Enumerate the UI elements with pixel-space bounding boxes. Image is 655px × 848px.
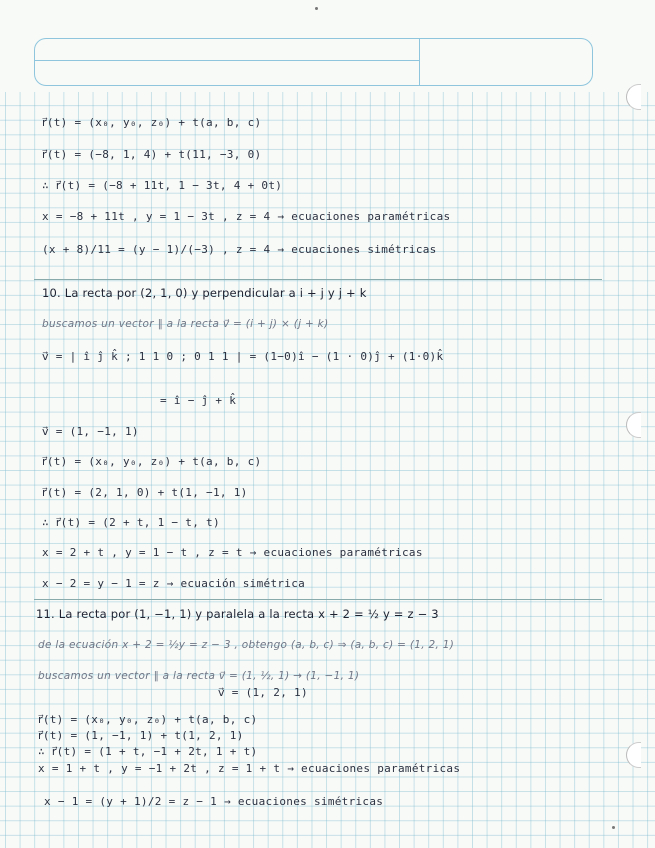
section-divider <box>34 279 602 280</box>
binder-hole-top <box>626 84 641 110</box>
handwritten-line: ∴ r⃗(t) = (1 + t, −1 + 2t, 1 + t) <box>38 745 258 758</box>
handwritten-line: v⃗ = (1, 2, 1) <box>218 686 308 699</box>
header-box <box>34 38 593 86</box>
handwritten-line: ∴ r⃗(t) = (2 + t, 1 − t, t) <box>42 516 220 529</box>
binder-hole-middle <box>626 412 641 438</box>
handwritten-line: x = 2 + t , y = 1 − t , z = t → ecuaciones paramétricas <box>42 546 423 559</box>
cross-product-determinant: v⃗ = | î ĵ k̂ ; 1 1 0 ; 0 1 1 | = (1−0)î − (1 · 0)ĵ + (1·0)k̂ <box>42 350 444 363</box>
handwritten-line: x = −8 + 11t , y = 1 − 3t , z = 4 → ecuaciones paramétricas <box>42 210 451 223</box>
handwritten-line: (x + 8)/11 = (y − 1)/(−3) , z = 4 → ecuaciones simétricas <box>42 243 437 256</box>
paper-speck <box>612 826 615 829</box>
header-divider <box>35 60 419 61</box>
handwritten-line: r⃗(t) = (x₀, y₀, z₀) + t(a, b, c) <box>42 116 262 129</box>
header-split <box>419 39 420 85</box>
handwritten-line: r⃗(t) = (x₀, y₀, z₀) + t(a, b, c) <box>38 713 258 726</box>
binder-hole-bottom <box>626 742 641 768</box>
problem-11-heading: 11. La recta por (1, −1, 1) y paralela a la recta x + 2 = ½ y = z − 3 <box>36 607 439 621</box>
section-divider <box>34 599 602 600</box>
handwritten-line: ∴ r⃗(t) = (−8 + 11t, 1 − 3t, 4 + 0t) <box>42 179 283 192</box>
handwritten-line: de la ecuación x + 2 = ½y = z − 3 , obtengo (a, b, c) ⇒ (a, b, c) = (1, 2, 1) <box>38 639 455 651</box>
handwritten-line: x = 1 + t , y = −1 + 2t , z = 1 + t → ecuaciones paramétricas <box>38 762 461 775</box>
handwritten-line: r⃗(t) = (1, −1, 1) + t(1, 2, 1) <box>38 729 244 742</box>
handwritten-line: x − 2 = y − 1 = z → ecuación simétrica <box>42 577 306 590</box>
handwritten-line: buscamos un vector ∥ a la recta v⃗ = (i + j) × (j + k) <box>42 318 329 330</box>
handwritten-line: r⃗(t) = (x₀, y₀, z₀) + t(a, b, c) <box>42 455 262 468</box>
handwritten-line: v⃗ = (1, −1, 1) <box>42 425 139 438</box>
handwritten-line: r⃗(t) = (2, 1, 0) + t(1, −1, 1) <box>42 486 248 499</box>
handwritten-line: x − 1 = (y + 1)/2 = z − 1 → ecuaciones simétricas <box>44 795 384 808</box>
handwritten-line: buscamos un vector ∥ a la recta v⃗ = (1, ½, 1) → (1, −1, 1) <box>38 670 360 682</box>
paper-speck <box>315 7 318 10</box>
problem-10-heading: 10. La recta por (2, 1, 0) y perpendicular a i + j y j + k <box>42 286 367 300</box>
handwritten-line: r⃗(t) = (−8, 1, 4) + t(11, −3, 0) <box>42 148 262 161</box>
handwritten-line: = î − ĵ + k̂ <box>160 394 237 407</box>
